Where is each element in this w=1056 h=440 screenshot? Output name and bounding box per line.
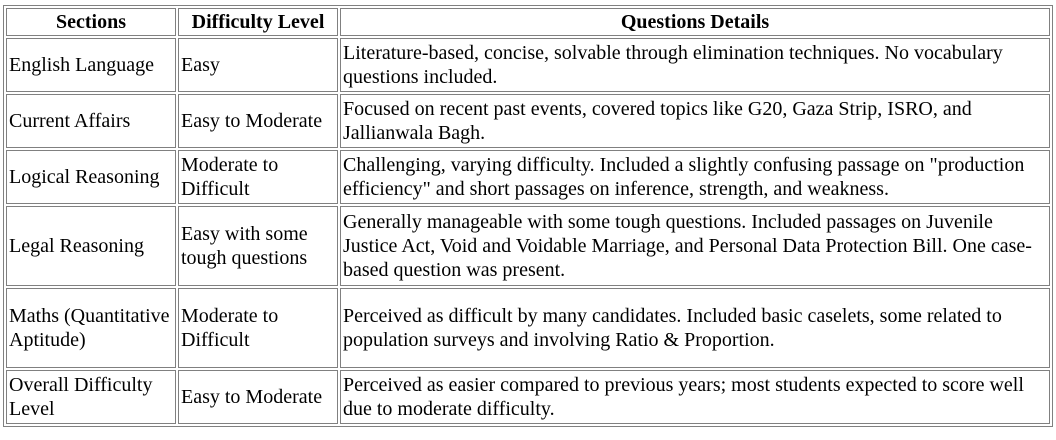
cell-details: Literature-based, concise, solvable through elimination techniques. No vocabulary questions included.: [340, 38, 1050, 92]
cell-difficulty: Easy to Moderate: [178, 370, 338, 424]
cell-difficulty: Moderate to Difficult: [178, 150, 338, 204]
cell-section: Legal Reasoning: [6, 206, 176, 286]
table-row: [6, 288, 1050, 368]
cell-section: Overall Difficulty Level: [6, 370, 176, 424]
cell-section: Current Affairs: [6, 94, 176, 148]
cell-details: Perceived as difficult by many candidates. Included basic caselets, some related to population surveys and involving Ratio & Proportion.: [340, 288, 1050, 368]
exam-analysis-table: [3, 5, 1053, 427]
cell-difficulty: Moderate to Difficult: [178, 288, 338, 368]
table-row: [6, 150, 1050, 204]
cell-details: Generally manageable with some tough questions. Included passages on Juvenile Justice Act, Void and Voidable Marriage, and Personal Data Protection Bill. One case-based question was present.: [340, 206, 1050, 286]
cell-details: Focused on recent past events, covered topics like G20, Gaza Strip, ISRO, and Jallianwala Bagh.: [340, 94, 1050, 148]
table-row: [6, 38, 1050, 92]
table-header: [6, 8, 1050, 36]
header-difficulty-level: Difficulty Level: [178, 8, 338, 36]
cell-section: Maths (Quantitative Aptitude): [6, 288, 176, 368]
cell-section: Logical Reasoning: [6, 150, 176, 204]
cell-difficulty: Easy: [178, 38, 338, 92]
table-row: [6, 370, 1050, 424]
table-row: [6, 206, 1050, 286]
header-sections: Sections: [6, 8, 176, 36]
cell-details: Challenging, varying difficulty. Included a slightly confusing passage on "production efficiency" and short passages on inference, strength, and weakness.: [340, 150, 1050, 204]
cell-difficulty: Easy to Moderate: [178, 94, 338, 148]
header-row: [6, 8, 1050, 36]
header-questions-details: Questions Details: [340, 8, 1050, 36]
cell-section: English Language: [6, 38, 176, 92]
cell-details: Perceived as easier compared to previous years; most students expected to score well due to moderate difficulty.: [340, 370, 1050, 424]
table-row: [6, 94, 1050, 148]
table-body: [6, 38, 1050, 424]
cell-difficulty: Easy with some tough questions: [178, 206, 338, 286]
